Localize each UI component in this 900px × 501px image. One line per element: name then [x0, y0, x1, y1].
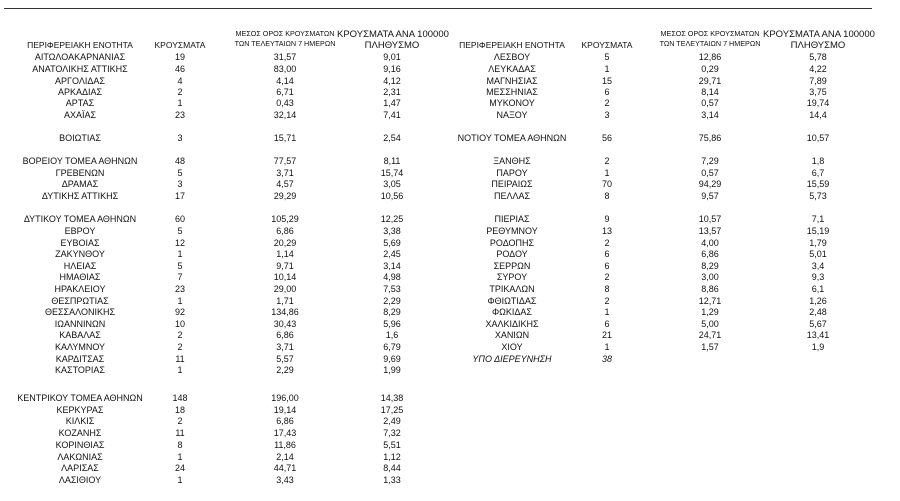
avg-7day-value: 6,86	[701, 249, 719, 259]
avg-7day-value: 29,29	[273, 191, 297, 201]
region-name: ΥΠΟ ΔΙΕΡΕΥΝΗΣΗ	[472, 354, 552, 364]
avg-7day-value: 134,86	[271, 307, 299, 317]
cases-value: 38	[601, 354, 612, 364]
header-cases-left: ΚΡΟΥΣΜΑΤΑ	[154, 40, 206, 50]
region-name: ΗΜΑΘΙΑΣ	[59, 272, 101, 282]
rate-per-100k-value: 7,32	[383, 428, 401, 438]
cases-value: 2	[604, 238, 610, 248]
avg-7day-value: 29,00	[273, 284, 297, 294]
region-name: ΦΘΙΩΤΙΔΑΣ	[487, 296, 537, 306]
rate-per-100k-value: 1,26	[809, 296, 827, 306]
avg-7day-value: 1,71	[276, 296, 294, 306]
region-name: ΒΟΙΩΤΙΑΣ	[59, 133, 101, 143]
avg-7day-value: 105,29	[271, 214, 299, 224]
cases-value: 2	[177, 330, 183, 340]
header-avg-left-line2: ΤΩΝ ΤΕΛΕΥΤΑΙΩΝ 7 ΗΜΕΡΩΝ	[234, 38, 336, 48]
rate-per-100k-value: 9,69	[383, 354, 401, 364]
cases-value: 46	[174, 64, 185, 74]
region-name: ΓΡΕΒΕΝΩΝ	[55, 168, 105, 178]
region-name: ΡΟΔΟΥ	[496, 249, 528, 259]
cases-value: 12	[174, 238, 185, 248]
cases-value: 1	[177, 249, 183, 259]
rate-per-100k-value: 5,51	[383, 440, 401, 450]
avg-7day-value: 31,57	[273, 52, 297, 62]
avg-7day-value: 7,29	[701, 156, 719, 166]
avg-7day-value: 9,57	[701, 191, 719, 201]
cases-value: 3	[604, 110, 610, 120]
rate-per-100k-value: 5,78	[809, 52, 827, 62]
header-region-right: ΠΕΡΙΦΕΡΕΙΑΚΗ ΕΝΟΤΗΤΑ	[459, 40, 565, 50]
avg-7day-value: 44,71	[273, 463, 297, 473]
rate-per-100k-value: 12,25	[380, 214, 404, 224]
cases-value: 24	[174, 463, 185, 473]
avg-7day-value: 8,14	[701, 87, 719, 97]
header-avg-left	[230, 29, 340, 48]
rate-per-100k-value: 7,53	[383, 284, 401, 294]
avg-7day-value: 8,86	[701, 284, 719, 294]
region-name: ΕΥΒΟΙΑΣ	[60, 238, 100, 248]
rate-per-100k-value: 6,7	[811, 168, 825, 178]
rate-per-100k-value: 1,6	[385, 330, 399, 340]
cases-value: 5	[604, 52, 610, 62]
region-name: ΤΡΙΚΑΛΩΝ	[489, 284, 535, 294]
avg-7day-value: 75,86	[698, 133, 722, 143]
cases-value: 48	[174, 156, 185, 166]
region-name: ΝΟΤΙΟΥ ΤΟΜΕΑ ΑΘΗΝΩΝ	[457, 133, 567, 143]
rate-per-100k-value: 9,16	[383, 64, 401, 74]
cases-value: 5	[177, 168, 183, 178]
rate-per-100k-value: 6,79	[383, 342, 401, 352]
avg-7day-value: 0,57	[701, 168, 719, 178]
avg-7day-value: 77,57	[273, 156, 297, 166]
region-name: ΗΡΑΚΛΕΙΟΥ	[54, 284, 106, 294]
header-region-left: ΠΕΡΙΦΕΡΕΙΑΚΗ ΕΝΟΤΗΤΑ	[27, 40, 133, 50]
avg-7day-value: 4,00	[701, 238, 719, 248]
rate-per-100k-value: 13,41	[806, 330, 830, 340]
avg-7day-value: 20,29	[273, 238, 297, 248]
header-rate-left-line2: ΠΛΗΘΥΣΜΟ	[364, 40, 420, 51]
cases-value: 2	[604, 272, 610, 282]
avg-7day-value: 29,71	[698, 76, 722, 86]
region-name: ΚΑΒΑΛΑΣ	[59, 330, 101, 340]
region-name: ΑΡΚΑΔΙΑΣ	[57, 87, 103, 97]
region-name: ΘΕΣΣΑΛΟΝΙΚΗΣ	[44, 307, 116, 317]
header-avg-right-line2: ΤΩΝ ΤΕΛΕΥΤΑΙΩΝ 7 ΗΜΕΡΩΝ	[659, 38, 761, 48]
region-name: ΦΩΚΙΔΑΣ	[492, 307, 532, 317]
rate-per-100k-value: 1,47	[383, 98, 401, 108]
rate-per-100k-value: 4,22	[809, 64, 827, 74]
rate-per-100k-value: 15,59	[806, 179, 830, 189]
region-name: ΚΙΛΚΙΣ	[65, 416, 95, 426]
rate-per-100k-value: 2,49	[383, 416, 401, 426]
rate-per-100k-value: 8,11	[383, 156, 401, 166]
region-name: ΣΕΡΡΩΝ	[493, 261, 531, 271]
header-avg-left-line1: ΜΕΣΟΣ ΟΡΟΣ ΚΡΟΥΣΜΑΤΩΝ	[235, 29, 335, 38]
rate-per-100k-value: 3,75	[809, 87, 827, 97]
rate-per-100k-value: 1,79	[809, 238, 827, 248]
region-name: ΜΥΚΟΝΟΥ	[489, 98, 535, 108]
rate-per-100k-value: 5,96	[383, 319, 401, 329]
rate-per-100k-value: 2,45	[383, 249, 401, 259]
region-name: ΛΑΣΙΘΙΟΥ	[58, 475, 102, 485]
region-name: ΛΕΣΒΟΥ	[493, 52, 531, 62]
rate-per-100k-value: 3,14	[383, 261, 401, 271]
cases-value: 6	[604, 319, 610, 329]
region-name: ΛΑΚΩΝΙΑΣ	[57, 452, 103, 462]
rate-per-100k-value: 6,1	[811, 284, 825, 294]
avg-7day-value: 5,57	[276, 354, 294, 364]
cases-value: 2	[177, 87, 183, 97]
cases-value: 2	[604, 296, 610, 306]
rate-per-100k-value: 1,8	[811, 156, 825, 166]
cases-value: 8	[604, 191, 610, 201]
cases-value: 70	[601, 179, 612, 189]
avg-7day-value: 9,71	[276, 261, 294, 271]
rate-per-100k-value: 5,73	[809, 191, 827, 201]
rate-per-100k-value: 7,41	[383, 110, 401, 120]
region-name: ΚΕΡΚΥΡΑΣ	[56, 405, 104, 415]
avg-7day-value: 1,14	[276, 249, 294, 259]
header-rate-left-line1: ΚΡΟΥΣΜΑΤΑ ΑΝΑ 100000	[337, 29, 449, 40]
region-name: ΑΡΓΟΛΙΔΑΣ	[55, 76, 105, 86]
cases-value: 11	[175, 354, 185, 364]
rate-per-100k-value: 10,57	[806, 133, 830, 143]
cases-value: 6	[604, 249, 610, 259]
cases-value: 148	[172, 393, 188, 403]
cases-value: 3	[177, 179, 183, 189]
cases-value: 1	[604, 64, 610, 74]
rate-per-100k-value: 2,31	[383, 87, 401, 97]
avg-7day-value: 4,14	[276, 76, 294, 86]
header-cases-right: ΚΡΟΥΣΜΑΤΑ	[581, 40, 633, 50]
avg-7day-value: 3,71	[276, 342, 294, 352]
region-name: ΖΑΚΥΝΘΟΥ	[55, 249, 105, 259]
cases-value: 17	[174, 191, 185, 201]
region-name: ΕΒΡΟΥ	[64, 226, 96, 236]
region-name: ΡΕΘΥΜΝΟΥ	[486, 226, 538, 236]
region-name: ΚΑΡΔΙΤΣΑΣ	[55, 354, 105, 364]
cases-value: 5	[177, 226, 183, 236]
avg-7day-value: 3,43	[276, 475, 294, 485]
rate-per-100k-value: 3,38	[383, 226, 401, 236]
avg-7day-value: 19,14	[273, 405, 297, 415]
region-name: ΠΑΡΟΥ	[496, 168, 528, 178]
region-name: ΔΥΤΙΚΗΣ ΑΤΤΙΚΗΣ	[41, 191, 119, 201]
avg-7day-value: 15,71	[273, 133, 297, 143]
rate-per-100k-value: 3,4	[811, 261, 825, 271]
rate-per-100k-value: 1,99	[383, 365, 401, 375]
region-name: ΜΕΣΣΗΝΙΑΣ	[486, 87, 538, 97]
avg-7day-value: 6,86	[276, 416, 294, 426]
region-name: ΑΝΑΤΟΛΙΚΗΣ ΑΤΤΙΚΗΣ	[32, 64, 128, 74]
rate-per-100k-value: 17,25	[380, 405, 404, 415]
header-avg-right-line1: ΜΕΣΟΣ ΟΡΟΣ ΚΡΟΥΣΜΑΤΩΝ	[660, 29, 760, 38]
region-name: ΑΙΤΩΛΟΑΚΑΡΝΑΝΙΑΣ	[34, 52, 126, 62]
rate-per-100k-value: 15,74	[380, 168, 404, 178]
avg-7day-value: 6,86	[276, 226, 294, 236]
rate-per-100k-value: 2,29	[383, 296, 401, 306]
avg-7day-value: 6,71	[276, 87, 294, 97]
header-rate-left	[337, 29, 447, 51]
avg-7day-value: 17,43	[273, 428, 297, 438]
cases-value: 2	[177, 416, 183, 426]
region-name: ΗΛΕΙΑΣ	[63, 261, 97, 271]
cases-value: 2	[604, 156, 610, 166]
header-rate-right-line2: ΠΛΗΘΥΣΜΟ	[790, 40, 846, 51]
cases-value: 23	[174, 284, 185, 294]
cases-value: 1	[177, 452, 183, 462]
cases-value: 21	[601, 330, 612, 340]
region-name: ΠΕΛΛΑΣ	[493, 191, 531, 201]
region-name: ΛΑΡΙΣΑΣ	[61, 463, 99, 473]
header-rate-right	[763, 29, 873, 51]
region-name: ΚΟΖΑΝΗΣ	[58, 428, 102, 438]
region-name: ΘΕΣΠΡΩΤΙΑΣ	[51, 296, 109, 306]
avg-7day-value: 3,71	[276, 168, 294, 178]
rate-per-100k-value: 8,29	[383, 307, 401, 317]
cases-value: 23	[174, 110, 185, 120]
avg-7day-value: 10,57	[698, 214, 722, 224]
rate-per-100k-value: 14,4	[809, 110, 827, 120]
cases-value: 1	[177, 475, 183, 485]
cases-value: 92	[174, 307, 185, 317]
region-name: ΚΟΡΙΝΘΙΑΣ	[55, 440, 105, 450]
rate-per-100k-value: 5,69	[383, 238, 401, 248]
cases-value: 11	[175, 428, 185, 438]
rate-per-100k-value: 4,98	[383, 272, 401, 282]
cases-value: 5	[177, 261, 183, 271]
cases-value: 56	[601, 133, 612, 143]
avg-7day-value: 2,29	[276, 365, 294, 375]
cases-value: 6	[604, 261, 610, 271]
rate-per-100k-value: 3,05	[383, 179, 401, 189]
avg-7day-value: 0,57	[701, 98, 719, 108]
rate-per-100k-value: 5,01	[809, 249, 827, 259]
cases-value: 2	[604, 98, 610, 108]
avg-7day-value: 32,14	[273, 110, 297, 120]
region-name: ΔΥΤΙΚΟΥ ΤΟΜΕΑ ΑΘΗΝΩΝ	[23, 214, 137, 224]
region-name: ΡΟΔΟΠΗΣ	[489, 238, 535, 248]
cases-value: 1	[604, 342, 610, 352]
rate-per-100k-value: 4,12	[383, 76, 401, 86]
rate-per-100k-value: 1,12	[383, 452, 401, 462]
region-name: ΑΧΑΪΑΣ	[63, 110, 97, 120]
rate-per-100k-value: 7,1	[811, 214, 825, 224]
region-name: ΣΥΡΟΥ	[496, 272, 528, 282]
cases-value: 60	[174, 214, 185, 224]
avg-7day-value: 13,57	[698, 226, 722, 236]
avg-7day-value: 0,29	[701, 64, 719, 74]
avg-7day-value: 2,14	[276, 452, 294, 462]
cases-value: 7	[177, 272, 183, 282]
region-name: ΔΡΑΜΑΣ	[61, 179, 99, 189]
cases-value: 13	[601, 226, 612, 236]
rate-per-100k-value: 1,33	[383, 475, 401, 485]
avg-7day-value: 12,86	[698, 52, 722, 62]
rate-per-100k-value: 7,89	[809, 76, 827, 86]
rate-per-100k-value: 1,9	[811, 342, 825, 352]
rate-per-100k-value: 9,01	[383, 52, 401, 62]
avg-7day-value: 1,57	[701, 342, 719, 352]
region-name: ΚΑΣΤΟΡΙΑΣ	[55, 365, 105, 375]
region-name: ΛΕΥΚΑΔΑΣ	[488, 64, 536, 74]
region-name: ΞΑΝΘΗΣ	[493, 156, 531, 166]
region-name: ΚΑΛΥΜΝΟΥ	[54, 342, 106, 352]
cases-value: 3	[177, 133, 183, 143]
avg-7day-value: 1,29	[701, 307, 719, 317]
avg-7day-value: 10,14	[273, 272, 297, 282]
region-name: ΜΑΓΝΗΣΙΑΣ	[486, 76, 538, 86]
avg-7day-value: 6,86	[276, 330, 294, 340]
header-avg-right	[655, 29, 765, 48]
region-name: ΚΕΝΤΡΙΚΟΥ ΤΟΜΕΑ ΑΘΗΝΩΝ	[17, 393, 143, 403]
avg-7day-value: 94,29	[698, 179, 722, 189]
cases-value: 1	[604, 168, 610, 178]
top-rule	[4, 8, 872, 9]
rate-per-100k-value: 19,74	[806, 98, 830, 108]
region-name: ΙΩΑΝΝΙΝΩΝ	[54, 319, 106, 329]
region-name: ΒΟΡΕΙΟΥ ΤΟΜΕΑ ΑΘΗΝΩΝ	[22, 156, 138, 166]
cases-value: 1	[177, 98, 183, 108]
avg-7day-value: 11,86	[274, 440, 296, 450]
region-name: ΧΙΟΥ	[501, 342, 523, 352]
region-name: ΠΙΕΡΙΑΣ	[494, 214, 530, 224]
avg-7day-value: 83,00	[273, 64, 297, 74]
cases-value: 6	[604, 87, 610, 97]
rate-per-100k-value: 2,54	[383, 133, 401, 143]
cases-value: 10	[174, 319, 185, 329]
avg-7day-value: 0,43	[276, 98, 294, 108]
header-rate-right-line1: ΚΡΟΥΣΜΑΤΑ ΑΝΑ 100000	[763, 29, 875, 40]
cases-value: 18	[174, 405, 185, 415]
region-name: ΠΕΙΡΑΙΩΣ	[491, 179, 533, 189]
avg-7day-value: 12,71	[698, 296, 722, 306]
cases-value: 1	[604, 307, 610, 317]
region-name: ΝΑΞΟΥ	[496, 110, 528, 120]
region-name: ΧΑΛΚΙΔΙΚΗΣ	[485, 319, 539, 329]
cases-value: 1	[177, 296, 183, 306]
cases-value: 8	[604, 284, 610, 294]
cases-value: 8	[177, 440, 183, 450]
avg-7day-value: 3,14	[701, 110, 719, 120]
region-name: ΧΑΝΙΩΝ	[494, 330, 530, 340]
avg-7day-value: 3,00	[701, 272, 719, 282]
rate-per-100k-value: 10,56	[380, 191, 404, 201]
cases-value: 4	[177, 76, 183, 86]
rate-per-100k-value: 9,3	[811, 272, 825, 282]
cases-value: 15	[601, 76, 612, 86]
cases-value: 9	[604, 214, 610, 224]
rate-per-100k-value: 2,48	[809, 307, 827, 317]
avg-7day-value: 196,00	[271, 393, 299, 403]
avg-7day-value: 8,29	[701, 261, 719, 271]
rate-per-100k-value: 15,19	[806, 226, 830, 236]
region-name: ΑΡΤΑΣ	[65, 98, 95, 108]
avg-7day-value: 5,00	[701, 319, 719, 329]
cases-value: 2	[177, 342, 183, 352]
rate-per-100k-value: 14,38	[380, 393, 404, 403]
rate-per-100k-value: 8,44	[383, 463, 401, 473]
rate-per-100k-value: 5,67	[809, 319, 827, 329]
avg-7day-value: 30,43	[273, 319, 297, 329]
cases-value: 1	[177, 365, 183, 375]
avg-7day-value: 4,57	[276, 179, 294, 189]
cases-value: 19	[174, 52, 185, 62]
avg-7day-value: 24,71	[698, 330, 722, 340]
